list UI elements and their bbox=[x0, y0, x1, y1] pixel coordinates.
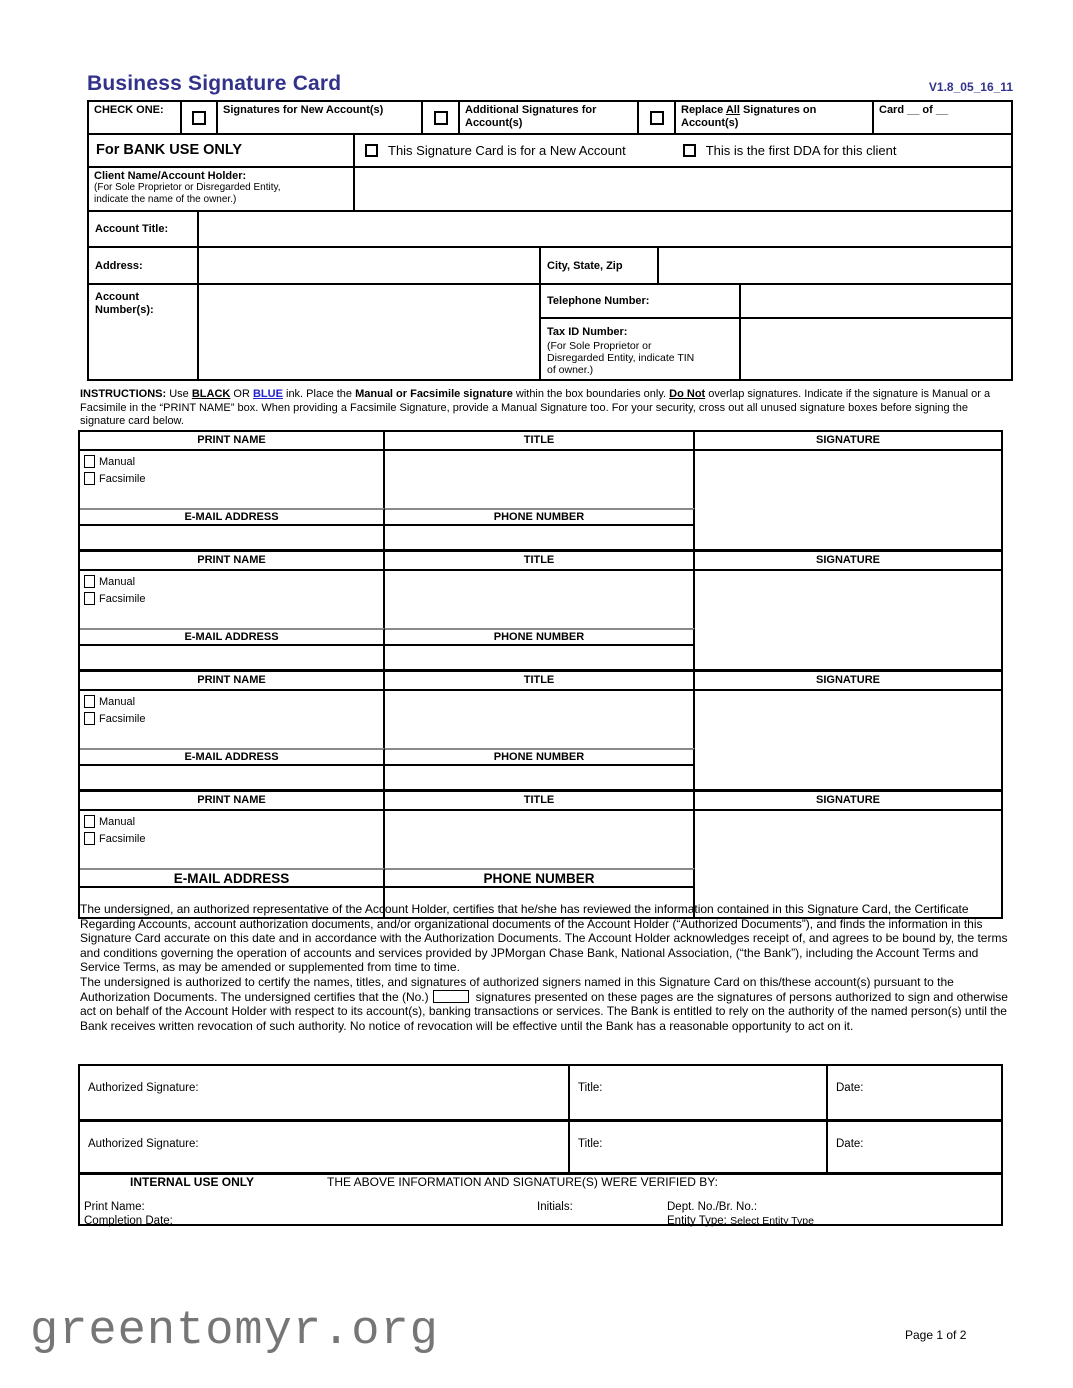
signature-header: SIGNATURE bbox=[695, 432, 1001, 451]
facsimile-label: Facsimile bbox=[99, 832, 146, 845]
address-row bbox=[89, 246, 1011, 283]
new-account-checkbox[interactable] bbox=[192, 111, 206, 125]
signature-header: SIGNATURE bbox=[695, 672, 1001, 691]
print-name-input[interactable] bbox=[80, 451, 385, 508]
version-label: V1.8_05_16_11 bbox=[928, 80, 1013, 94]
client-name-input[interactable] bbox=[353, 168, 1011, 210]
print-name-header: PRINT NAME bbox=[80, 672, 385, 691]
signature-block-1 bbox=[80, 432, 1001, 549]
checkbox-cell bbox=[637, 102, 674, 133]
tax-id-input[interactable] bbox=[739, 319, 1011, 379]
email-input[interactable] bbox=[80, 646, 385, 669]
email-header: E-MAIL ADDRESS bbox=[80, 868, 385, 888]
page-number: Page 1 of 2 bbox=[905, 1328, 967, 1342]
check-one-row bbox=[89, 102, 1011, 133]
initials-label: Initials: bbox=[537, 1201, 573, 1213]
entity-type-select[interactable]: Select Entity Type bbox=[730, 1215, 814, 1227]
check-one-option2-label: Additional Signatures for Account(s) bbox=[458, 102, 637, 133]
manual-checkbox[interactable] bbox=[84, 695, 95, 708]
manual-checkbox[interactable] bbox=[84, 815, 95, 828]
title-label: Title: bbox=[568, 1066, 826, 1119]
title-header: TITLE bbox=[385, 672, 695, 691]
signature-block-2 bbox=[80, 549, 1001, 669]
email-input[interactable] bbox=[80, 766, 385, 789]
phone-input[interactable] bbox=[385, 646, 695, 669]
title-input[interactable] bbox=[385, 571, 695, 628]
tax-id-label: Tax ID Number: (For Sole Proprietor or Disregarded Entity, indicate TIN of owner.) bbox=[547, 326, 695, 376]
print-name-label: Print Name: bbox=[84, 1201, 145, 1213]
account-numbers-label: Account Number(s): bbox=[95, 291, 154, 316]
bank-use-option1-label: This Signature Card is for a New Account bbox=[388, 143, 626, 158]
manual-label: Manual bbox=[99, 695, 136, 708]
address-input[interactable] bbox=[197, 248, 539, 283]
manual-label: Manual bbox=[99, 575, 136, 588]
title-input[interactable] bbox=[385, 811, 695, 868]
email-header: E-MAIL ADDRESS bbox=[80, 508, 385, 526]
authorization-table bbox=[78, 1064, 1003, 1174]
facsimile-checkbox[interactable] bbox=[84, 832, 95, 845]
entity-type-field bbox=[667, 1215, 814, 1227]
first-dda-checkbox[interactable] bbox=[683, 144, 696, 157]
print-name-header: PRINT NAME bbox=[80, 552, 385, 571]
verified-by-label: THE ABOVE INFORMATION AND SIGNATURE(S) WERE VERIFIED BY: bbox=[327, 1175, 718, 1189]
phone-header: PHONE NUMBER bbox=[385, 868, 695, 888]
bank-use-option2-label: This is the first DDA for this client bbox=[705, 143, 897, 158]
checkbox-cell bbox=[180, 102, 216, 133]
phone-input[interactable] bbox=[385, 526, 695, 549]
phone-tax-section bbox=[539, 285, 1011, 379]
signature-block-3 bbox=[80, 669, 1001, 789]
internal-use-label: INTERNAL USE ONLY bbox=[130, 1175, 255, 1189]
telephone-row bbox=[541, 285, 1011, 319]
bank-use-label: For BANK USE ONLY bbox=[96, 142, 243, 158]
check-one-option1-label: Signatures for New Account(s) bbox=[216, 102, 421, 133]
check-one-label: CHECK ONE: bbox=[94, 104, 164, 116]
facsimile-checkbox[interactable] bbox=[84, 712, 95, 725]
internal-use-section bbox=[78, 1172, 1003, 1226]
phone-header: PHONE NUMBER bbox=[385, 508, 695, 526]
telephone-label: Telephone Number: bbox=[547, 295, 650, 307]
title-header: TITLE bbox=[385, 432, 695, 451]
print-name-header: PRINT NAME bbox=[80, 792, 385, 811]
bank-use-options bbox=[353, 135, 1011, 166]
city-state-zip-input[interactable] bbox=[657, 248, 1011, 283]
account-title-row bbox=[89, 210, 1011, 246]
authorized-signature-label: Authorized Signature: bbox=[88, 1082, 199, 1094]
title-label: Title: bbox=[568, 1122, 826, 1172]
manual-label: Manual bbox=[99, 815, 136, 828]
bank-use-option2 bbox=[683, 143, 897, 158]
email-header: E-MAIL ADDRESS bbox=[80, 748, 385, 766]
title-header: TITLE bbox=[385, 552, 695, 571]
phone-header: PHONE NUMBER bbox=[385, 748, 695, 766]
new-account-card-checkbox[interactable] bbox=[365, 144, 378, 157]
page-title: Business Signature Card bbox=[87, 72, 342, 95]
title-input[interactable] bbox=[385, 691, 695, 748]
facsimile-label: Facsimile bbox=[99, 472, 146, 485]
account-numbers-row bbox=[89, 283, 1011, 379]
phone-input[interactable] bbox=[385, 766, 695, 789]
bank-use-row bbox=[89, 133, 1011, 166]
manual-checkbox[interactable] bbox=[84, 575, 95, 588]
number-of-signatures-input[interactable] bbox=[433, 990, 469, 1003]
dept-br-no-label: Dept. No./Br. No.: bbox=[667, 1201, 758, 1213]
account-info-table bbox=[87, 100, 1013, 381]
print-name-header: PRINT NAME bbox=[80, 432, 385, 451]
certification-text bbox=[80, 902, 1010, 1033]
blue-ink-link: BLUE bbox=[252, 388, 283, 400]
checkbox-cell bbox=[421, 102, 458, 133]
city-state-zip-label: City, State, Zip bbox=[539, 248, 657, 283]
date-label: Date: bbox=[826, 1122, 1001, 1172]
client-name-label: Client Name/Account Holder: (For Sole Proprietor or Disregarded Entity, indicate the name of the owner.) bbox=[94, 170, 281, 205]
manual-label: Manual bbox=[99, 455, 136, 468]
print-name-input[interactable] bbox=[80, 691, 385, 748]
facsimile-label: Facsimile bbox=[99, 712, 146, 725]
facsimile-checkbox[interactable] bbox=[84, 472, 95, 485]
manual-checkbox[interactable] bbox=[84, 455, 95, 468]
signature-table bbox=[78, 430, 1003, 919]
watermark-text: greentomyr.org bbox=[30, 1305, 439, 1358]
signature-input[interactable] bbox=[695, 571, 1001, 669]
certification-paragraph-2: The undersigned is authorized to certify the names, titles, and signatures of authorized signers named in this Signature Card on this/these account(s) pursuant to the Authorization Documents. The undersigned certifies that the (No.) signatures presented on these pages are the signatures of persons authorized to sign and otherwise act on behalf of the Account Holder with respect to its account(s), banking transactions or services. The Bank is entitled to rely on the authority of the named person(s) until the Bank receives written revocation of such authority. No notice of revocation will be effective until the Bank has a reasonable opportunity to act on it. bbox=[80, 974, 1008, 1033]
signature-header: SIGNATURE bbox=[695, 552, 1001, 571]
print-name-input[interactable] bbox=[80, 571, 385, 628]
facsimile-label: Facsimile bbox=[99, 592, 146, 605]
card-of-label: Card __ of __ bbox=[872, 102, 1011, 133]
address-label: Address: bbox=[95, 259, 143, 272]
email-input[interactable] bbox=[80, 526, 385, 549]
check-one-option3-label: Replace All Signatures on Account(s) bbox=[674, 102, 872, 133]
client-name-row bbox=[89, 166, 1011, 210]
facsimile-checkbox[interactable] bbox=[84, 592, 95, 605]
authorized-signature-label: Authorized Signature: bbox=[88, 1138, 199, 1150]
title-input[interactable] bbox=[385, 451, 695, 508]
signature-header: SIGNATURE bbox=[695, 792, 1001, 811]
entity-type-label: Entity Type: bbox=[667, 1215, 727, 1227]
account-numbers-input[interactable] bbox=[197, 285, 539, 379]
bank-use-option1 bbox=[365, 143, 626, 158]
date-label: Date: bbox=[826, 1066, 1001, 1119]
authorized-signature-row-1 bbox=[80, 1066, 1001, 1119]
instructions-text: INSTRUCTIONS: Use BLACK OR BLUE ink. Place the Manual or Facsimile signature within the box boundaries only. Do Not overlap signatures. Indicate if the signature is Manual or a Facsimile in the “PRINT NAME” box. When providing a Facsimile Signature, provide a Manual Signature too. For your security, cross out all unused signature boxes before signing the signature card below. bbox=[80, 388, 991, 427]
signature-block-4 bbox=[80, 789, 1001, 917]
print-name-input[interactable] bbox=[80, 811, 385, 868]
account-title-label: Account Title: bbox=[95, 223, 169, 235]
email-header: E-MAIL ADDRESS bbox=[80, 628, 385, 646]
replace-all-signatures-checkbox[interactable] bbox=[650, 111, 664, 125]
signature-input[interactable] bbox=[695, 691, 1001, 789]
tax-id-row bbox=[541, 319, 1011, 379]
signature-input[interactable] bbox=[695, 451, 1001, 549]
completion-date-label: Completion Date: bbox=[84, 1215, 173, 1227]
title-header: TITLE bbox=[385, 792, 695, 811]
authorized-signature-row-2 bbox=[80, 1119, 1001, 1172]
account-title-input[interactable] bbox=[197, 212, 1011, 246]
certification-paragraph-1: The undersigned, an authorized representative of the Account Holder, certifies that he/she has reviewed the information contained in this Signature Card, the Certificate Regarding Accounts, account authorization documents, and/or organizational documents of the Account Holder (“Authorized Documents”), and finds the information in this Signature Card accurate on this date and in accordance with the Authorization Documents. The Account Holder acknowledges receipt of, and agrees to be bound by, the terms and conditions governing the operation of accounts and services provided by JPMorgan Chase Bank, National Association, (“the Bank”), including the Account Terms and Service Terms, as may be amended or supplemented from time to time. bbox=[80, 902, 1008, 975]
additional-signatures-checkbox[interactable] bbox=[434, 111, 448, 125]
telephone-input[interactable] bbox=[739, 285, 1011, 317]
phone-header: PHONE NUMBER bbox=[385, 628, 695, 646]
